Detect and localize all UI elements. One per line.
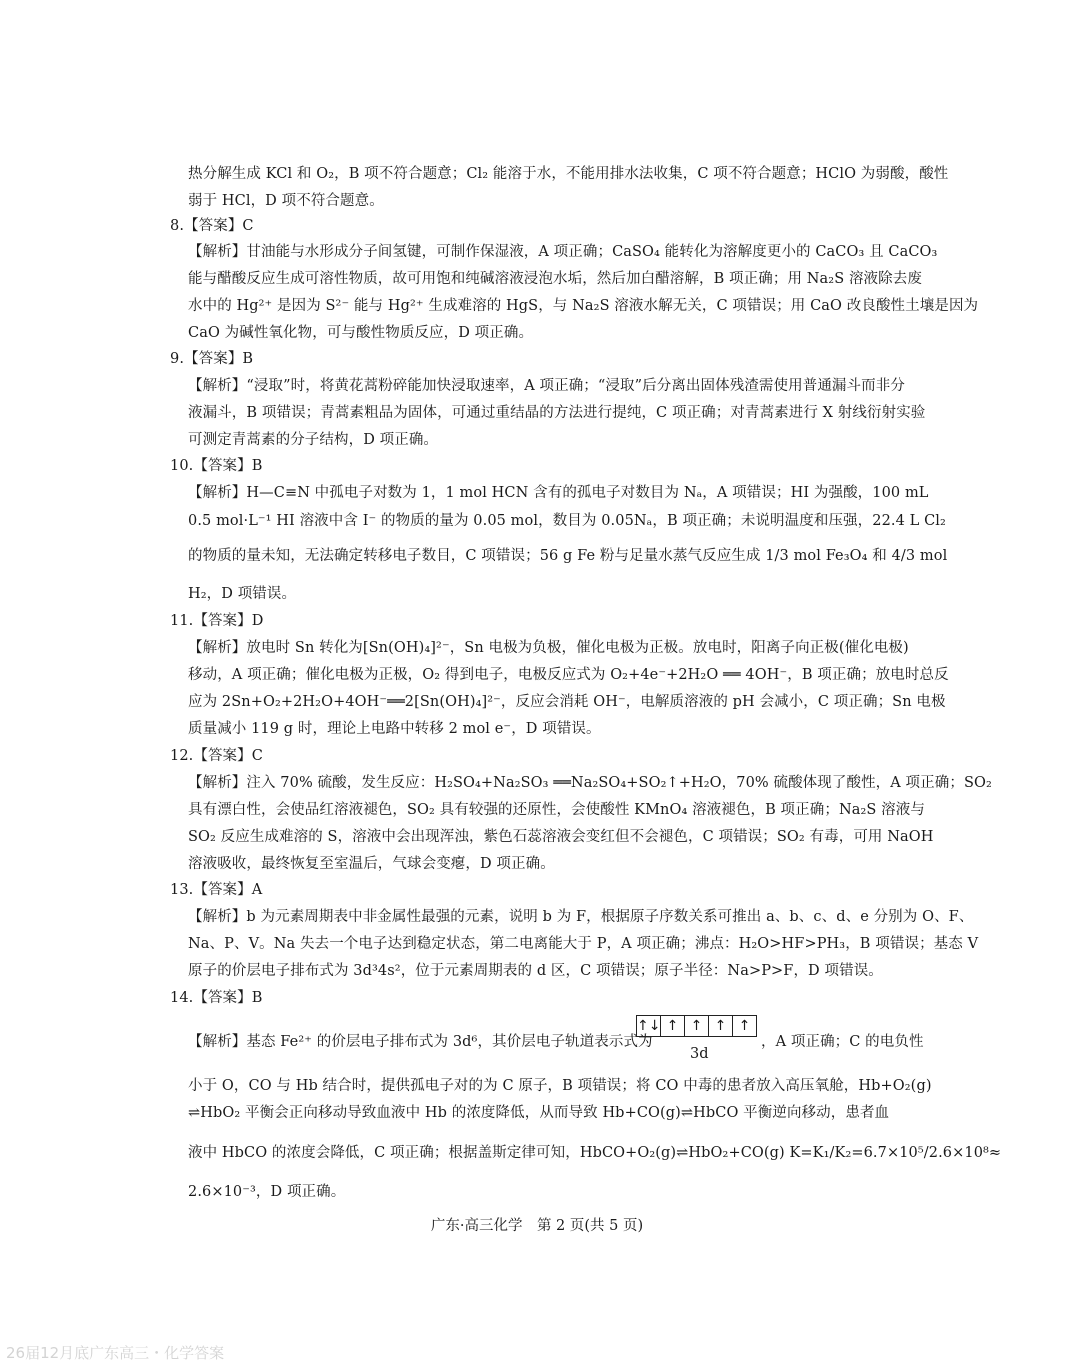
text-line: 溶液吸收，最终恢复至室温后，气球会变瘪，D 项正确。 (188, 856, 555, 872)
text-line: 2.6×10⁻³，D 项正确。 (188, 1184, 346, 1200)
orbital-box: ↑↓ (637, 1018, 661, 1034)
text-line: 0.5 mol·L⁻¹ HI 溶液中含 I⁻ 的物质的量为 0.05 mol，数目为 0.05Nₐ，B 项正确；未说明温度和压强，22.4 L Cl₂ (188, 513, 946, 529)
watermark: 26届12月底广东高三・化学答案 (6, 1344, 225, 1362)
answer-heading: 13.【答案】A (170, 882, 263, 898)
text-line: 移动，A 项正确；催化电极为正极，O₂ 得到电子，电极反应式为 O₂+4e⁻+2H₂O ══ 4OH⁻，B 项正确；放电时总反 (188, 667, 949, 683)
orbital-box: ↑ (738, 1018, 751, 1034)
answer-heading: 9.【答案】B (170, 351, 254, 367)
orbital-box: ↑ (661, 1016, 685, 1036)
text-line: 【解析】基态 Fe²⁺ 的价层电子排布式为 3d⁶，其价层电子轨道表示式为 (188, 1034, 653, 1050)
text-line: 水中的 Hg²⁺ 是因为 S²⁻ 能与 Hg²⁺ 生成难溶的 HgS，与 Na₂S 溶液水解无关，C 项错误；用 CaO 改良酸性土壤是因为 (188, 298, 979, 314)
orbital-box: ↑ (709, 1016, 733, 1036)
answer-heading: 8.【答案】C (170, 218, 254, 234)
text-line: H₂，D 项错误。 (188, 586, 297, 602)
text-line: 【解析】b 为元素周期表中非金属性最强的元素，说明 b 为 F，根据原子序数关系可推出 a、b、c、d、e 分别为 O、F、 (188, 909, 974, 925)
text-line: 应为 2Sn+O₂+2H₂O+4OH⁻══2[Sn(OH)₄]²⁻，反应会消耗 OH⁻，电解质溶液的 pH 会减小，C 项正确；Sn 电极 (188, 694, 946, 710)
orbital-label: 3d (690, 1046, 709, 1062)
text-line: 原子的价层电子排布式为 3d³4s²，位于元素周期表的 d 区，C 项错误；原子半径：Na>P>F，D 项错误。 (188, 963, 883, 979)
text-line: SO₂ 反应生成难溶的 S，溶液中会出现浑浊，紫色石蕊溶液会变红但不会褪色，C 项错误；SO₂ 有毒，可用 NaOH (188, 829, 934, 845)
answer-heading: 12.【答案】C (170, 748, 263, 764)
text-line: 【解析】H—C≡N 中孤电子对数为 1，1 mol HCN 含有的孤电子对数目为 Nₐ，A 项错误；HI 为强酸，100 mL (188, 485, 929, 501)
text-line: 的物质的量未知，无法确定转移电子数目，C 项错误；56 g Fe 粉与足量水蒸气反应生成 1/3 mol Fe₃O₄ 和 4/3 mol (188, 548, 948, 564)
answer-heading: 10.【答案】B (170, 458, 263, 474)
text-line: 【解析】“浸取”时，将黄花蒿粉碎能加快浸取速率，A 项正确；“浸取”后分离出固体残渣需使用普通漏斗而非分 (188, 378, 905, 394)
text-line: ⇌HbO₂ 平衡会正向移动导致血液中 Hb 的浓度降低，从而导致 Hb+CO(g)⇌HbCO 平衡逆向移动，患者血 (188, 1105, 890, 1121)
text-line: 【解析】甘油能与水形成分子间氢键，可制作保湿液，A 项正确；CaSO₄ 能转化为溶解度更小的 CaCO₃ 且 CaCO₃ (188, 244, 938, 260)
text-line: 液漏斗，B 项错误；青蒿素粗品为固体，可通过重结晶的方法进行提纯，C 项正确；对青蒿素进行 X 射线衍射实验 (188, 405, 926, 421)
orbital-box: ↑ (685, 1016, 709, 1036)
page-footer: 广东·高三化学 第 2 页(共 5 页) (430, 1218, 644, 1234)
text-line: CaO 为碱性氧化物，可与酸性物质反应，D 项正确。 (188, 325, 534, 341)
text-line: ，A 项正确；C 的电负性 (761, 1034, 924, 1050)
text-line: 可测定青蒿素的分子结构，D 项正确。 (188, 432, 439, 448)
text-line: 液中 HbCO 的浓度会降低，C 项正确；根据盖斯定律可知，HbCO+O₂(g)⇌HbO₂+CO(g) K=K₁/K₂=6.7×10⁵/2.6×10⁸≈ (188, 1145, 1002, 1161)
text-line: 【解析】注入 70% 硫酸，发生反应：H₂SO₄+Na₂SO₃ ══Na₂SO₄+SO₂↑+H₂O，70% 硫酸体现了酸性，A 项正确；SO₂ (188, 775, 992, 791)
text-line: 小于 O，CO 与 Hb 结合时，提供孤电子对的为 C 原子，B 项错误；将 CO 中毒的患者放入高压氧舱，Hb+O₂(g) (188, 1078, 932, 1094)
text-line: 能与醋酸反应生成可溶性物质，故可用饱和纯碱溶液浸泡水垢，然后加白醋溶解，B 项正确；用 Na₂S 溶液除去废 (188, 271, 922, 287)
text-line: 具有漂白性，会使品红溶液褪色，SO₂ 具有较强的还原性，会使酸性 KMnO₄ 溶液褪色，B 项正确；Na₂S 溶液与 (188, 802, 925, 818)
text-line: 热分解生成 KCl 和 O₂，B 项不符合题意；Cl₂ 能溶于水，不能用排水法收集，C 项不符合题意；HClO 为弱酸，酸性 (188, 166, 949, 182)
text-line: Na、P、V。Na 失去一个电子达到稳定状态，第二电离能大于 P，A 项正确；沸点：H₂O>HF>PH₃，B 项错误；基态 V (188, 936, 979, 952)
text-line: 质量减小 119 g 时，理论上电路中转移 2 mol e⁻，D 项错误。 (188, 721, 601, 737)
text-line: 弱于 HCl，D 项不符合题意。 (188, 193, 384, 209)
text-line: 【解析】放电时 Sn 转化为[Sn(OH)₄]²⁻，Sn 电极为负极，催化电极为正极。放电时，阳离子向正极(催化电极) (188, 640, 909, 656)
answer-heading: 14.【答案】B (170, 990, 263, 1006)
orbital-diagram (636, 1015, 757, 1037)
answer-heading: 11.【答案】D (170, 613, 264, 629)
